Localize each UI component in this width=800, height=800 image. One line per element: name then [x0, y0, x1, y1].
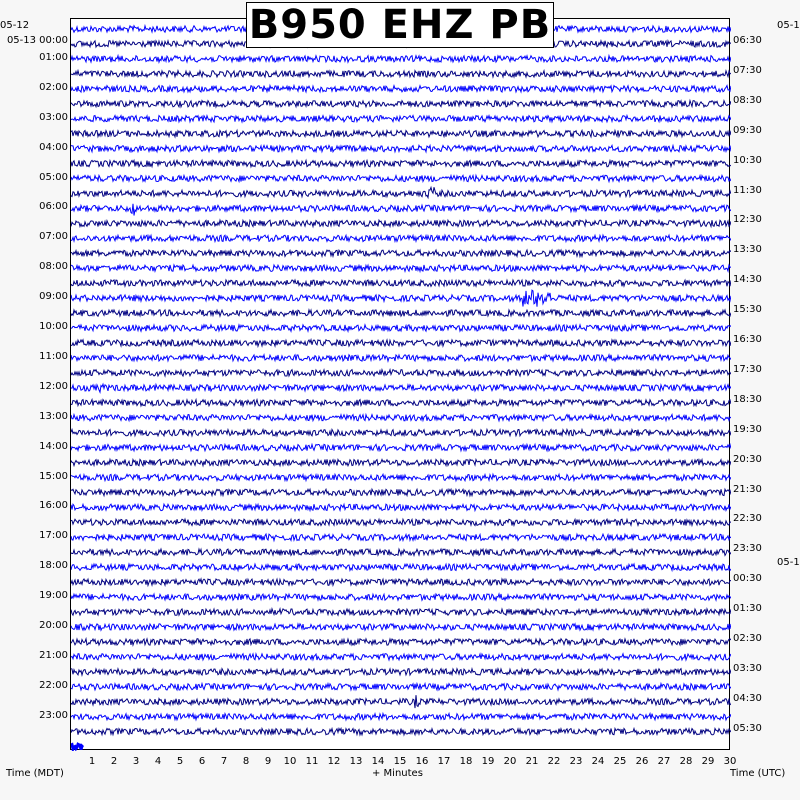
seismic-trace: [71, 729, 731, 735]
x-tick-label: 11: [305, 756, 319, 767]
x-tick-label: 28: [679, 756, 693, 767]
x-tick-label: 26: [635, 756, 649, 767]
seismic-trace: [71, 444, 731, 450]
seismic-trace: [71, 160, 731, 166]
seismic-trace: [71, 549, 731, 555]
seismic-trace: [71, 609, 731, 615]
right-time-label: 02:30: [733, 633, 762, 644]
left-time-label: 19:00: [39, 590, 68, 602]
x-tick-label: 18: [459, 756, 473, 767]
seismic-trace: [71, 187, 731, 197]
left-time-label: 16:00: [39, 500, 68, 512]
seismic-trace: [71, 534, 731, 540]
left-time-label: 07:00: [39, 231, 68, 243]
right-time-label: 06:30: [733, 35, 762, 46]
left-time-label: 12:00: [39, 380, 68, 392]
left-time-label: 11:00: [39, 350, 68, 362]
seismic-trace: [71, 280, 731, 286]
x-tick-label: 23: [569, 756, 583, 767]
right-time-label: 19:30: [733, 423, 762, 435]
x-tick-label: 22: [547, 756, 561, 767]
left-time-label: 08:00: [39, 261, 68, 273]
seismic-trace: [71, 714, 731, 720]
seismic-trace: [71, 145, 731, 151]
seismic-trace: [71, 175, 731, 181]
seismic-trace: [71, 355, 731, 361]
x-tick-label: 17: [437, 756, 451, 767]
x-tick-label: 6: [198, 756, 206, 767]
left-time-label: 04:00: [39, 141, 68, 153]
seismic-trace: [71, 370, 731, 376]
seismic-trace: [71, 744, 83, 749]
seismic-trace: [71, 489, 731, 495]
seismic-trace: [71, 71, 731, 77]
right-time-label: 07:30: [733, 64, 762, 76]
seismic-trace: [71, 101, 731, 107]
right-time-label: 09:30: [733, 124, 762, 136]
seismic-trace: [71, 474, 731, 480]
left-time-label: 05:00: [39, 171, 68, 183]
seismic-trace: [71, 290, 731, 307]
right-time-label: 21:30: [733, 483, 762, 495]
left-time-label: 06:00: [39, 201, 68, 213]
x-tick-label: 4: [154, 756, 162, 767]
seismic-trace: [71, 415, 731, 421]
right-time-label: 04:30: [733, 692, 762, 704]
x-tick-label: 16: [415, 756, 429, 767]
x-tick-label: 19: [481, 756, 495, 767]
right-time-label: 12:30: [733, 214, 762, 226]
seismic-trace: [71, 695, 731, 708]
left-time-label: 23:00: [39, 709, 68, 721]
seismic-trace: [71, 325, 731, 331]
left-time-label: 10:00: [39, 321, 68, 332]
right-axis-title: Time (UTC): [730, 768, 786, 779]
seismic-trace: [71, 654, 731, 660]
right-time-label: 20:30: [733, 453, 762, 465]
right-time-label: 08:30: [733, 94, 762, 106]
x-tick-label: 15: [393, 756, 407, 767]
right-time-label: 22:30: [733, 513, 762, 525]
x-tick-label: 8: [242, 756, 250, 767]
seismic-trace: [71, 204, 731, 216]
left-date-top-label: 05-12: [0, 20, 30, 31]
seismic-trace: [71, 624, 731, 630]
left-time-label: 13:00: [39, 410, 68, 422]
right-time-label: 18:30: [733, 393, 762, 405]
left-time-label: 20:00: [39, 620, 68, 631]
chart-title-box: [246, 2, 554, 48]
right-time-label: 23:30: [733, 543, 762, 555]
seismic-trace: [71, 235, 731, 241]
x-tick-label: 30: [723, 756, 737, 767]
seismic-trace: [71, 684, 731, 690]
helicorder-traces: [71, 19, 731, 751]
seismic-trace: [71, 504, 731, 510]
x-tick-label: 20: [503, 756, 517, 767]
seismic-trace: [71, 340, 731, 346]
right-time-label: 00:30: [733, 573, 762, 585]
x-tick-label: 5: [176, 756, 184, 767]
seismic-trace: [71, 519, 731, 525]
x-tick-label: 25: [613, 756, 627, 767]
x-tick-label: 14: [371, 756, 385, 767]
left-time-label: 03:00: [39, 111, 68, 123]
chart-title: B950 EHZ PB: [248, 2, 552, 48]
left-time-label: 17:00: [39, 530, 68, 542]
seismic-trace: [71, 116, 731, 122]
left-axis-title: Time (MDT): [6, 768, 64, 779]
seismic-trace: [71, 564, 731, 570]
seismic-trace: [71, 86, 731, 92]
right-time-label: 01:30: [733, 603, 762, 615]
x-tick-label: 1: [88, 756, 96, 767]
left-time-label: 15:00: [39, 470, 68, 482]
right-time-label: 15:30: [733, 304, 762, 316]
seismic-trace: [71, 384, 731, 392]
left-time-label: 21:00: [39, 649, 68, 661]
seismic-trace: [71, 430, 731, 436]
seismic-trace: [71, 594, 731, 600]
seismic-trace: [71, 669, 731, 675]
x-tick-label: 10: [283, 756, 297, 767]
right-date-mid-label: 05-1: [777, 557, 800, 568]
seismic-trace: [71, 265, 731, 271]
x-tick-label: 29: [701, 756, 715, 767]
seismic-trace: [71, 250, 731, 256]
x-tick-label: 7: [220, 756, 228, 767]
x-tick-label: 21: [525, 756, 539, 767]
right-date-top-label: 05-1: [777, 20, 800, 31]
seismic-trace: [71, 310, 731, 316]
left-time-label-first: 05-13 00:00: [6, 35, 68, 46]
x-tick-label: 13: [349, 756, 363, 767]
x-tick-label: 3: [132, 756, 140, 767]
seismic-trace: [71, 56, 731, 62]
x-tick-label: 2: [110, 756, 118, 767]
seismic-trace: [71, 220, 731, 226]
left-time-label: 18:00: [39, 560, 68, 572]
right-time-label: 17:30: [733, 363, 762, 375]
left-time-label: 09:00: [39, 291, 68, 303]
x-axis-title: + Minutes: [372, 768, 423, 779]
seismic-trace: [71, 131, 731, 137]
x-tick-label: 27: [657, 756, 671, 767]
right-time-label: 16:30: [733, 334, 762, 345]
right-time-label: 03:30: [733, 662, 762, 674]
seismic-trace: [71, 459, 731, 465]
right-time-label: 13:30: [733, 244, 762, 256]
seismic-trace: [71, 400, 731, 406]
left-time-label: 22:00: [39, 679, 68, 691]
right-time-label: 14:30: [733, 274, 762, 286]
left-time-label: 01:00: [39, 51, 68, 63]
left-time-label: 02:00: [39, 81, 68, 93]
right-time-label: 11:30: [733, 184, 762, 196]
x-tick-label: 9: [264, 756, 272, 767]
seismogram-plot-area: [70, 18, 730, 750]
right-time-label: 10:30: [733, 154, 762, 166]
left-time-label: 14:00: [39, 440, 68, 452]
seismic-trace: [71, 639, 731, 645]
x-tick-label: 24: [591, 756, 605, 767]
x-tick-label: 12: [327, 756, 341, 767]
right-time-label: 05:30: [733, 722, 762, 734]
seismic-trace: [71, 579, 731, 585]
